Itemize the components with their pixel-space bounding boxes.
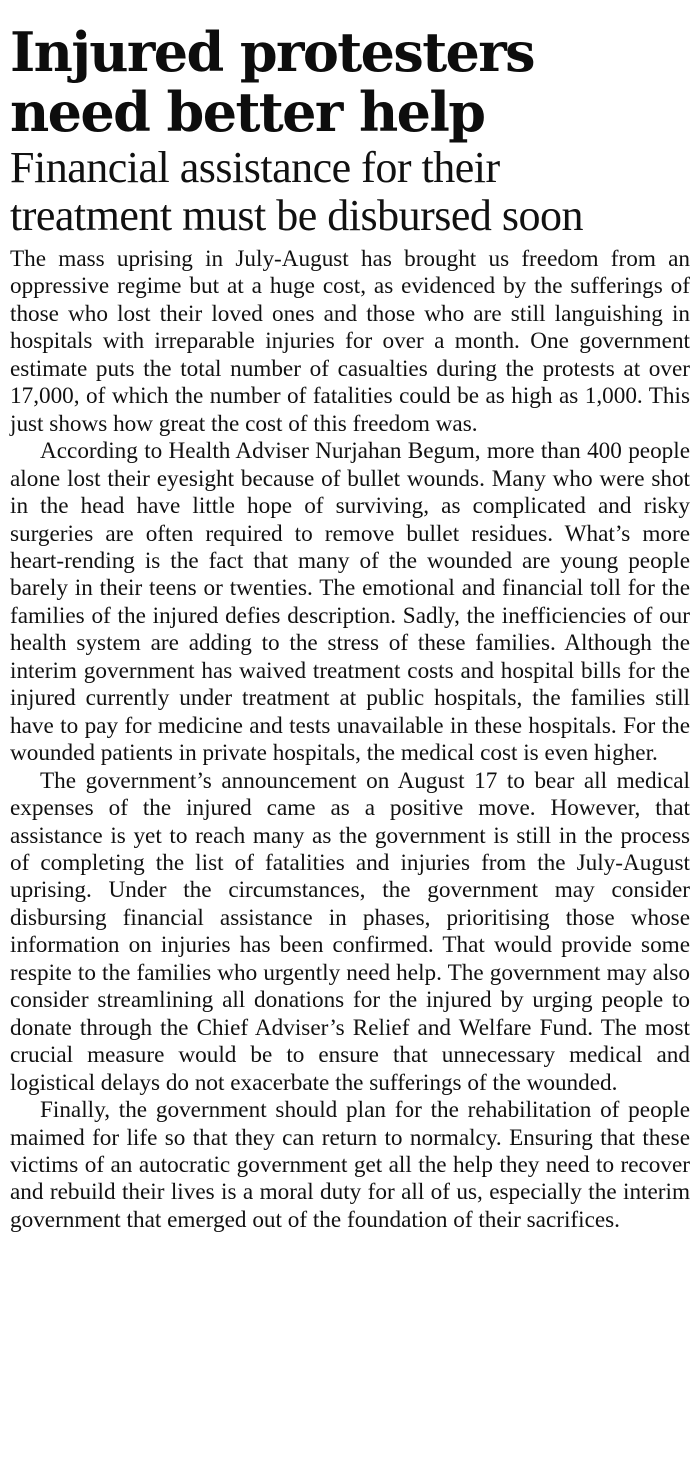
headline <box>10 22 690 142</box>
headline-line-2: need better help <box>10 80 485 144</box>
subheadline <box>10 144 690 240</box>
paragraph-1: The mass uprising in July-August has brought us freedom from an oppressive regime but at a huge cost, as evidenced by the sufferings of those who lost their loved ones and those who are still languishing in hospitals with irreparable injuries for over a month. One government estimate puts the total number of casualties during the protests at over 17,000, of which the number of fatalities could be as high as 1,000. This just shows how great the cost of this freedom was. <box>10 246 690 437</box>
headline-line-1: Injured protesters <box>10 20 534 84</box>
paragraph-3: The government’s announcement on August 17 to bear all medical expenses of the injured came as a positive move. However, that assistance is yet to reach many as the government is still in the process of completing the list of fatalities and injuries from the July-August uprising. Under the circumstances, the government may consider disbursing financial assistance in phases, prioritising those whose information on injuries has been confirmed. That would provide some respite to the families who urgently need help. The government may also consider streamlining all donations for the injured by urging people to donate through the Chief Adviser’s Relief and Welfare Fund. The most crucial measure would be to ensure that unnecessary medical and logistical delays do not exacerbate the sufferings of the wounded. <box>10 767 690 1096</box>
subheadline-line-1: Financial assistance for their <box>10 143 500 192</box>
subheadline-line-2: treatment must be disbursed soon <box>10 191 584 240</box>
paragraph-4: Finally, the government should plan for the rehabilitation of people maimed for life so that they can return to normalcy. Ensuring that these victims of an autocratic government get all the help they need to recover and rebuild their lives is a moral duty for all of us, especially the interim government that emerged out of the foundation of their sacrifices. <box>10 1097 690 1233</box>
paragraph-2: According to Health Adviser Nurjahan Begum, more than 400 people alone lost their eyesight because of bullet wounds. Many who were shot in the head have little hope of surviving, as complicated and risky surgeries are often required to remove bullet residues. What’s more heart-rending is the fact that many of the wounded are young people barely in their teens or twenties. The emotional and financial toll for the families of the injured defies description. Sadly, the inefficiencies of our health system are adding to the stress of these families. Although the interim government has waived treatment costs and hospital bills for the injured currently under treatment at public hospitals, the families still have to pay for medicine and tests unavailable in these hospitals. For the wounded patients in private hospitals, the medical cost is even higher. <box>10 438 690 767</box>
article-body <box>10 246 690 1234</box>
